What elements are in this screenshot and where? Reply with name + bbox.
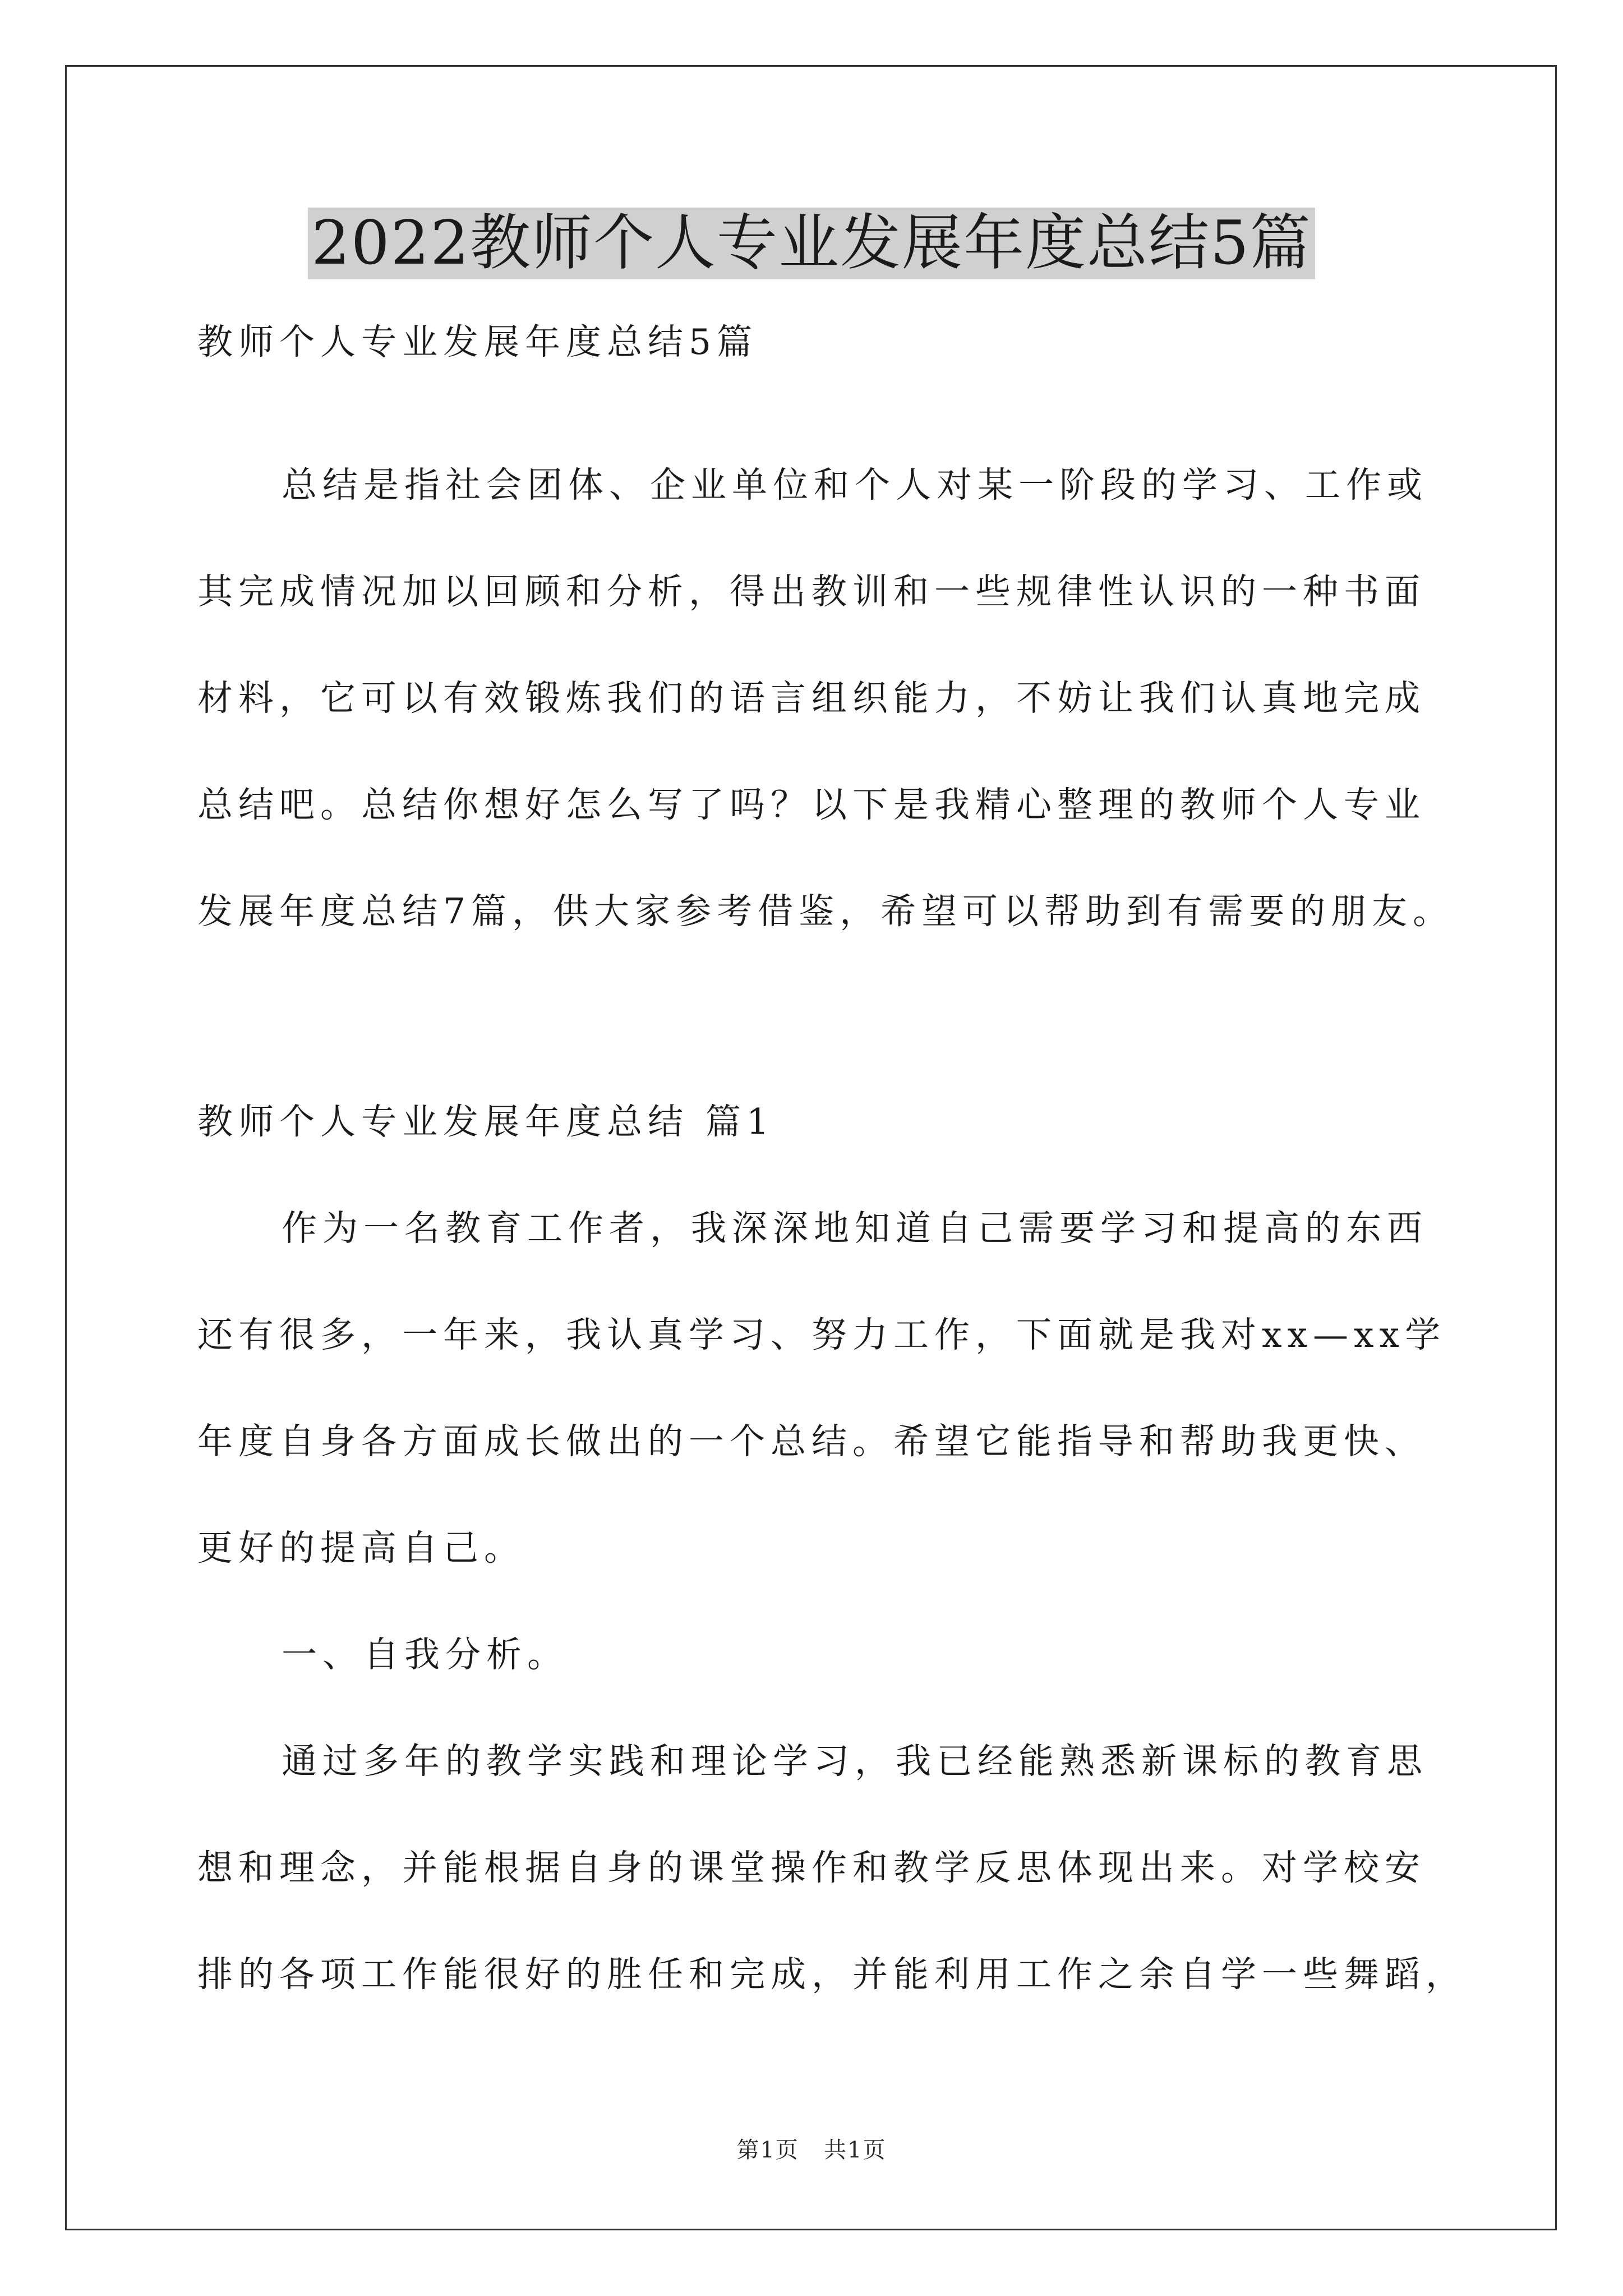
paragraph-line: 总结吧。总结你想好怎么写了吗？以下是我精心整理的教师个人专业	[197, 784, 1426, 825]
paragraph-line: 发展年度总结7篇，供大家参考借鉴，希望可以帮助到有需要的朋友。	[197, 891, 1454, 932]
paragraph-line: 想和理念，并能根据自身的课堂操作和教学反思体现出来。对学校安	[197, 1847, 1426, 1888]
page-border	[65, 65, 1557, 2230]
paragraph-line: 总结是指社会团体、企业单位和个人对某一阶段的学习、工作或	[282, 464, 1428, 505]
paragraph-line: 通过多年的教学实践和理论学习，我已经能熟悉新课标的教育思	[282, 1741, 1428, 1782]
paragraph-line: 年度自身各方面成长做出的一个总结。希望它能指导和帮助我更快、	[197, 1421, 1426, 1462]
paragraph-line: 作为一名教育工作者，我深深地知道自己需要学习和提高的东西	[282, 1208, 1428, 1249]
paragraph-line: 更好的提高自己。	[197, 1527, 525, 1568]
subtitle-line: 教师个人专业发展年度总结5篇	[197, 321, 758, 362]
document-title: 2022教师个人专业发展年度总结5篇	[308, 208, 1315, 279]
section-heading: 教师个人专业发展年度总结 篇1	[197, 1101, 775, 1142]
title-container	[0, 208, 1623, 279]
subsection-heading: 一、自我分析。	[282, 1634, 568, 1675]
paragraph-line: 其完成情况加以回顾和分析，得出教训和一些规律性认识的一种书面	[197, 571, 1426, 612]
paragraph-line: 材料，它可以有效锻炼我们的语言组织能力，不妨让我们认真地完成	[197, 678, 1426, 719]
page-footer: 第1页 共1页	[736, 2137, 887, 2163]
paragraph-line: 排的各项工作能很好的胜任和完成，并能利用工作之余自学一些舞蹈，	[197, 1954, 1467, 1995]
paragraph-line: 还有很多，一年来，我认真学习、努力工作，下面就是我对xx—xx学	[197, 1314, 1446, 1355]
